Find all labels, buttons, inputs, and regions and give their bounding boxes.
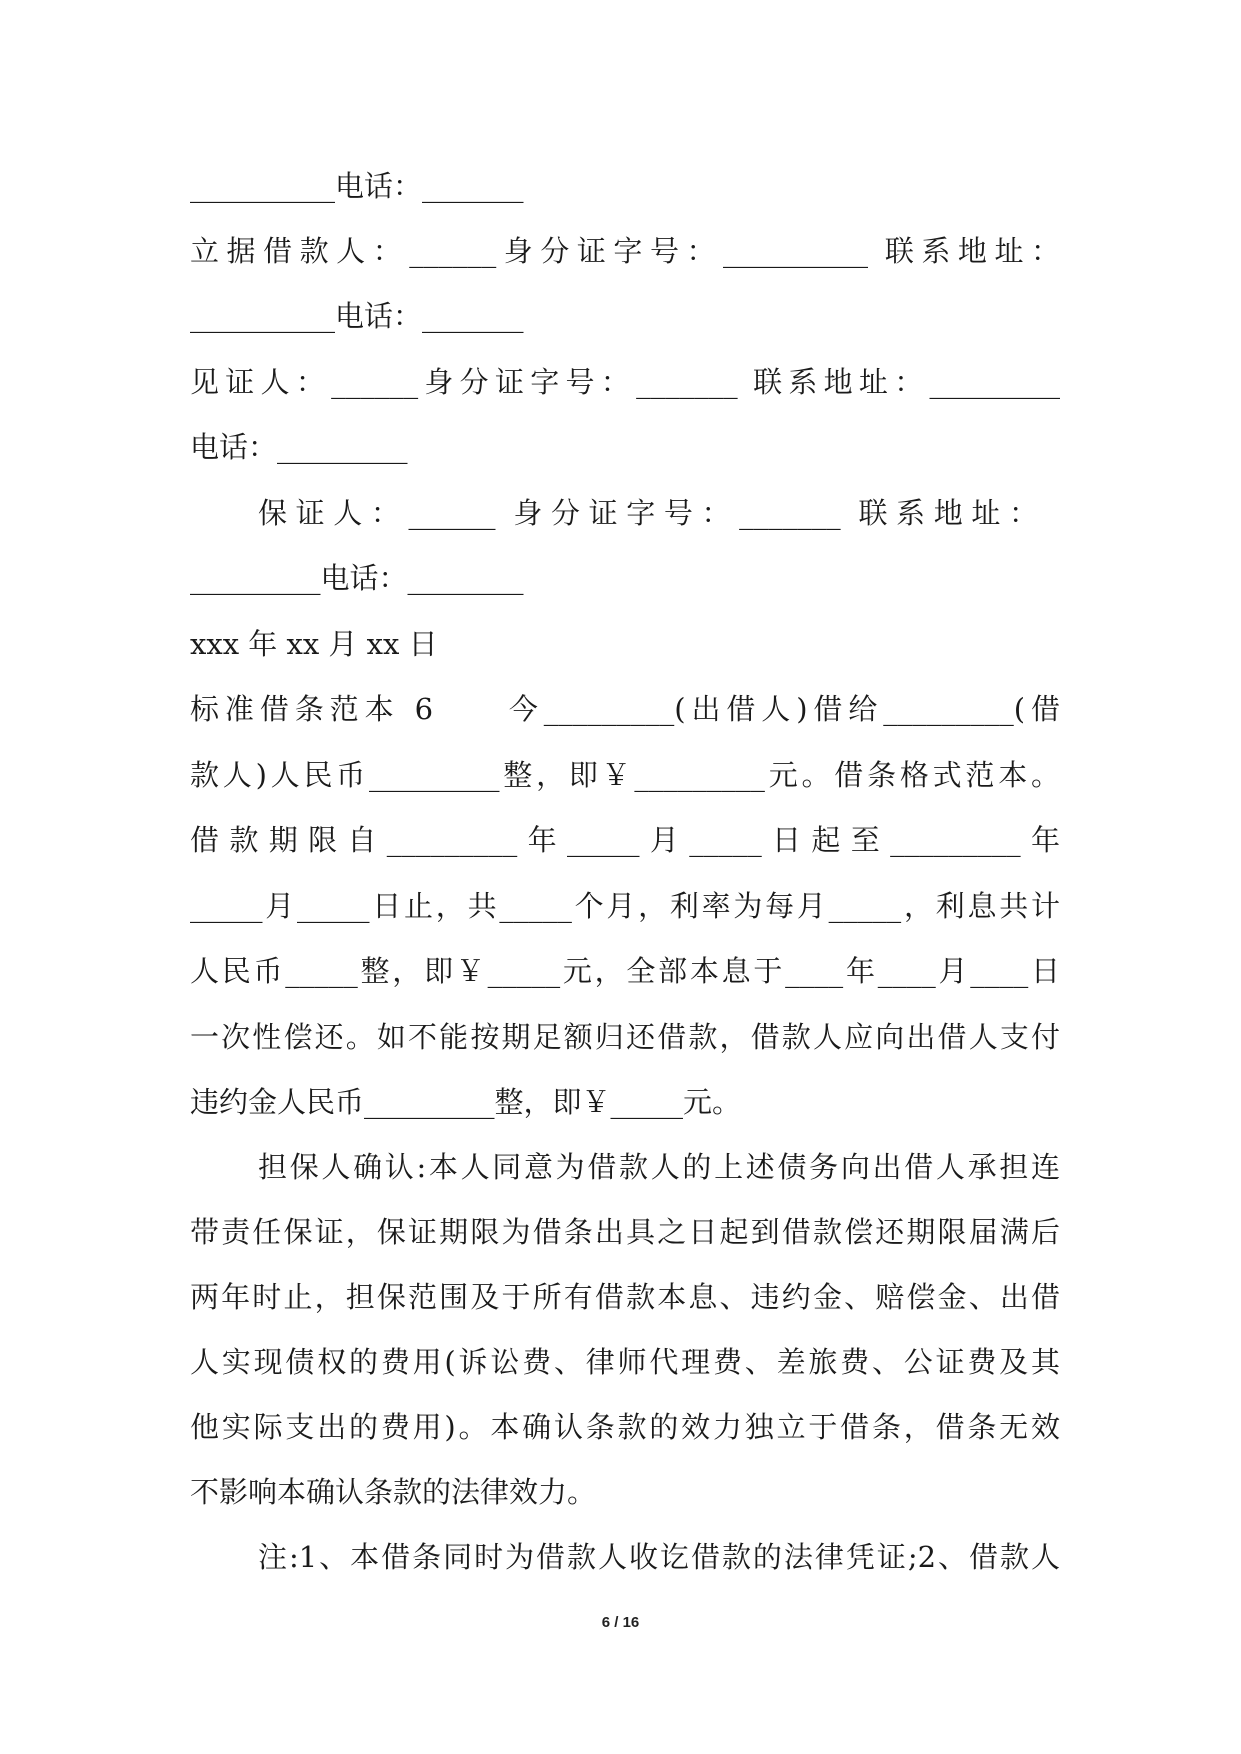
text-line: 见证人：______身分证字号：_______ 联系地址：_________ xyxy=(190,365,1060,399)
date-line: xxx 年 xx 月 xx 日 xyxy=(190,627,438,661)
text-line: 违约金人民币_________整，即￥_____元。 xyxy=(190,1085,742,1119)
text-line: 他实际支出的费用)。本确认条款的效力独立于借条，借条无效 xyxy=(190,1410,1060,1444)
text-line: 电话：_________ xyxy=(190,430,408,464)
guarantor-paragraph-line: 担保人确认:本人同意为借款人的上述债务向出借人承担连 xyxy=(258,1150,1060,1184)
page-number: 6 / 16 xyxy=(601,1614,640,1631)
text-line: 立据借款人：______身分证字号：__________ 联系地址： xyxy=(190,234,1060,268)
text-line: __________电话：_______ xyxy=(190,169,524,203)
text-line: 借款期限自_________年_____月_____日起至_________年 xyxy=(190,823,1060,857)
text-line: 不影响本确认条款的法律效力。 xyxy=(190,1475,597,1509)
text-line: 两年时止，担保范围及于所有借款本息、违约金、赔偿金、出借 xyxy=(190,1280,1060,1314)
text-line: _____月_____日止，共_____个月，利率为每月_____，利息共计 xyxy=(190,889,1060,923)
text-line: _________电话：________ xyxy=(190,561,524,595)
text-line: 一次性偿还。如不能按期足额归还借款，借款人应向出借人支付 xyxy=(190,1020,1060,1054)
note-line: 注:1、本借条同时为借款人收讫借款的法律凭证;2、借款人 xyxy=(258,1540,1060,1574)
section-heading-line: 标准借条范本 6 今_________(出借人)借给_________(借 xyxy=(190,692,1060,726)
text-line: 人实现债权的费用(诉讼费、律师代理费、差旅费、公证费及其 xyxy=(190,1345,1060,1379)
text-line: 人民币_____整，即￥_____元，全部本息于____年____月____日 xyxy=(190,954,1060,988)
text-line: 款人)人民币_________整，即￥_________元。借条格式范本。 xyxy=(190,758,1060,792)
text-line: 带责任保证，保证期限为借条出具之日起到借款偿还期限届满后 xyxy=(190,1215,1060,1249)
text-line: 保证人：______ 身分证字号：_______ 联系地址： xyxy=(258,496,1038,530)
text-line: __________电话：_______ xyxy=(190,299,524,333)
